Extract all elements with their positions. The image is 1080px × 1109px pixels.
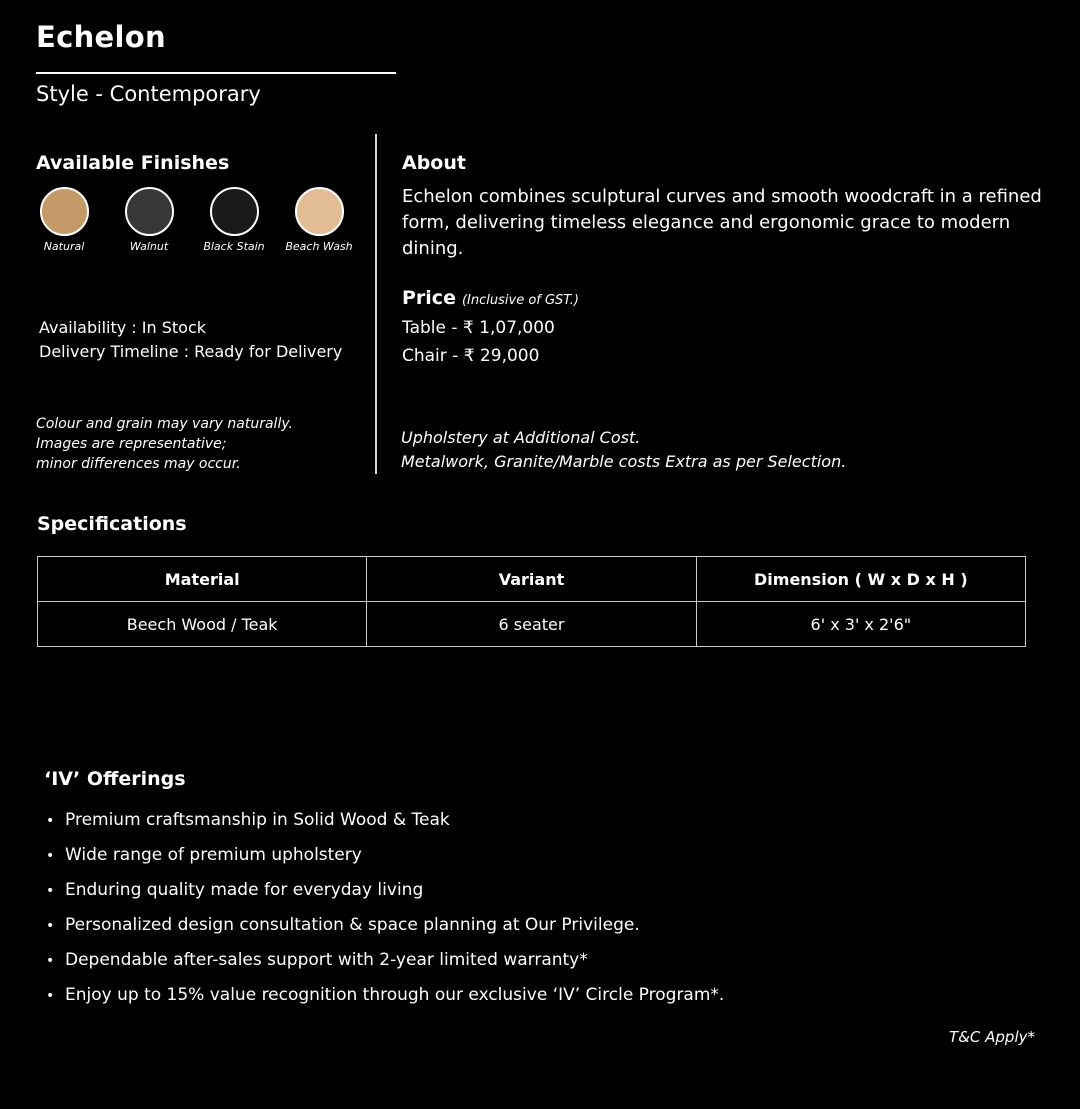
price-table: Table - ₹ 1,07,000 bbox=[402, 318, 555, 338]
header-dimension: Dimension ( W x D x H ) bbox=[696, 557, 1025, 602]
finish-label-walnut: Walnut bbox=[129, 240, 169, 253]
disclaimer-line-3: minor differences may occur. bbox=[36, 456, 241, 472]
list-item bbox=[46, 873, 946, 908]
upholstery-note: Upholstery at Additional Cost. bbox=[401, 428, 641, 447]
bullet-icon: • bbox=[46, 953, 55, 969]
product-title: Echelon bbox=[36, 20, 166, 54]
finish-color-beach-wash bbox=[295, 187, 344, 236]
delivery-timeline: Delivery Timeline : Ready for Delivery bbox=[39, 342, 343, 361]
bullet-icon: • bbox=[46, 918, 55, 934]
header-variant: Variant bbox=[367, 557, 696, 602]
header-material: Material bbox=[38, 557, 367, 602]
cell-dimension: 6' x 3' x 2'6" bbox=[696, 602, 1025, 647]
cell-material: Beech Wood / Teak bbox=[38, 602, 367, 647]
metalwork-note: Metalwork, Granite/Marble costs Extra as per Selection. bbox=[401, 452, 847, 471]
bullet-icon: • bbox=[46, 813, 55, 829]
offering-text: Premium craftsmanship in Solid Wood & Teak bbox=[65, 810, 450, 830]
terms-note: T&C Apply* bbox=[949, 1028, 1035, 1046]
finish-label-black-stain: Black Stain bbox=[203, 240, 265, 253]
specifications-table bbox=[37, 556, 1026, 647]
finish-label-natural: Natural bbox=[43, 240, 85, 253]
offering-text: Enduring quality made for everyday living bbox=[65, 880, 424, 900]
price-header bbox=[402, 287, 579, 309]
list-item bbox=[46, 803, 946, 838]
offering-text: Personalized design consultation & space planning at Our Privilege. bbox=[65, 915, 640, 935]
finish-color-black-stain bbox=[210, 187, 259, 236]
specifications-heading: Specifications bbox=[37, 513, 187, 535]
offerings-list bbox=[46, 803, 946, 1013]
offering-text: Wide range of premium upholstery bbox=[65, 845, 362, 865]
finish-color-walnut bbox=[125, 187, 174, 236]
price-gst-note: (Inclusive of GST.) bbox=[461, 293, 579, 308]
list-item bbox=[46, 908, 946, 943]
finish-swatch-natural[interactable] bbox=[22, 187, 106, 253]
bullet-icon: • bbox=[46, 988, 55, 1004]
table-row bbox=[38, 602, 1026, 647]
bullet-icon: • bbox=[46, 848, 55, 864]
list-item bbox=[46, 978, 946, 1013]
finish-color-natural bbox=[40, 187, 89, 236]
price-chair: Chair - ₹ 29,000 bbox=[402, 346, 540, 366]
cell-variant: 6 seater bbox=[367, 602, 696, 647]
disclaimer-line-1: Colour and grain may vary naturally. bbox=[36, 416, 293, 432]
title-divider bbox=[36, 72, 396, 74]
finishes-heading: Available Finishes bbox=[36, 152, 230, 174]
offering-text: Enjoy up to 15% value recognition through our exclusive ‘IV’ Circle Program*. bbox=[65, 985, 725, 1005]
about-heading: About bbox=[402, 152, 466, 174]
finish-swatch-walnut[interactable] bbox=[107, 187, 191, 253]
about-description: Echelon combines sculptural curves and smooth woodcraft in a refined form, delivering timeless elegance and ergonomic grace to modern dining. bbox=[402, 186, 1042, 259]
offering-text: Dependable after-sales support with 2-year limited warranty* bbox=[65, 950, 588, 970]
list-item bbox=[46, 838, 946, 873]
finish-swatch-beach-wash[interactable] bbox=[277, 187, 361, 253]
bullet-icon: • bbox=[46, 883, 55, 899]
product-style: Style - Contemporary bbox=[36, 82, 261, 106]
price-label: Price bbox=[402, 287, 456, 309]
disclaimer-line-2: Images are representative; bbox=[36, 436, 227, 452]
finish-label-beach-wash: Beach Wash bbox=[285, 240, 353, 253]
list-item bbox=[46, 943, 946, 978]
availability-status: Availability : In Stock bbox=[39, 318, 206, 337]
column-divider bbox=[375, 134, 377, 474]
table-header-row bbox=[38, 557, 1026, 602]
offerings-heading: ‘IV’ Offerings bbox=[44, 768, 186, 790]
finish-swatch-black-stain[interactable] bbox=[192, 187, 276, 253]
